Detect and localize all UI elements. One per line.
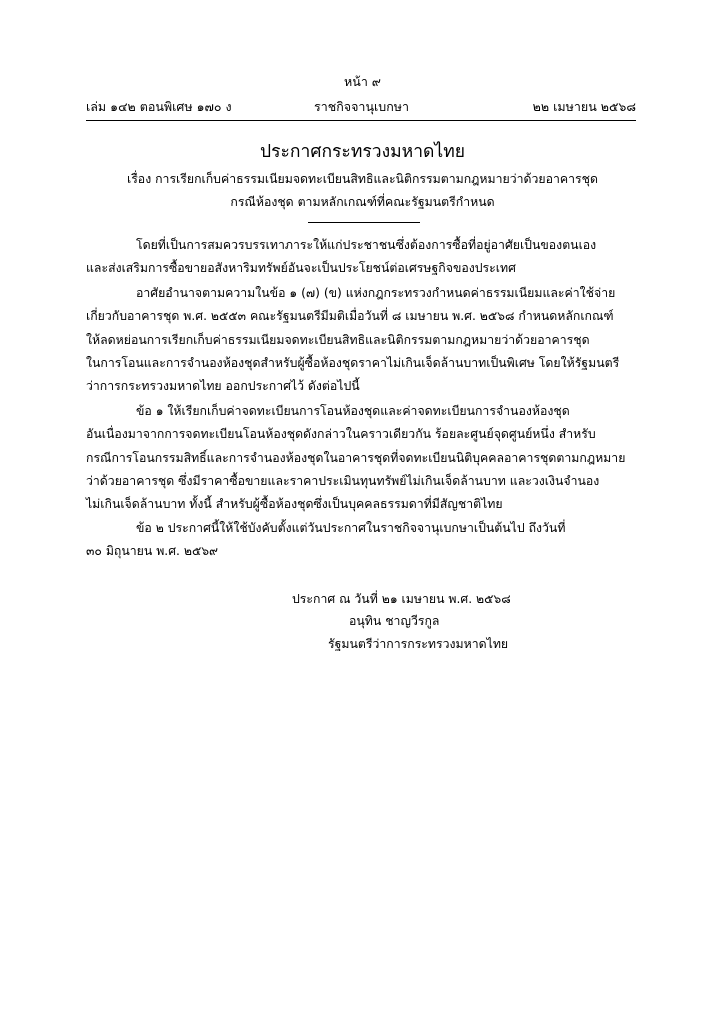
announcement-title: ประกาศกระทรวงมหาดไทย — [260, 142, 465, 162]
gazette-name: ราชกิจจานุเบกษา — [314, 99, 410, 114]
volume-info: เล่ม ๑๔๒ ตอนพิเศษ ๑๗๐ ง — [86, 99, 232, 114]
page-number: หน้า ๙ — [344, 74, 381, 89]
subject-line-1: เรื่อง การเรียกเก็บค่าธรรมเนียมจดทะเบียนสิทธิและนิติกรรมตามกฎหมายว่าด้วยอาคารชุด — [127, 172, 598, 186]
signatory-name: อนุทิน ชาญวีรกูล — [349, 614, 440, 628]
paragraph-2-line-5: ว่าการกระทรวงมหาดไทย ออกประกาศไว้ ดังต่อไปนี้ — [86, 379, 360, 393]
paragraph-3-line-1: ข้อ ๑ ให้เรียกเก็บค่าจดทะเบียนการโอนห้องชุดและค่าจดทะเบียนการจำนองห้องชุด — [136, 404, 570, 418]
title-divider — [308, 222, 420, 223]
signatory-position: รัฐมนตรีว่าการกระทรวงมหาดไทย — [328, 637, 509, 651]
paragraph-2-line-2: เกี่ยวกับอาคารชุด พ.ศ. ๒๕๕๓ คณะรัฐมนตรีมีมติเมื่อวันที่ ๘ เมษายน พ.ศ. ๒๕๖๘ กำหนดหลักเกณฑ์ — [86, 309, 614, 323]
paragraph-3-line-2: อันเนื่องมาจากการจดทะเบียนโอนห้องชุดดังกล่าวในคราวเดียวกัน ร้อยละศูนย์จุดศูนย์หนึ่ง สำหรับ — [86, 427, 596, 441]
paragraph-3-line-3: กรณีการโอนกรรมสิทธิ์และการจำนองห้องชุดในอาคารชุดที่จดทะเบียนนิติบุคคลอาคารชุดตามกฎหมาย — [86, 451, 626, 465]
announcement-date: ประกาศ ณ วันที่ ๒๑ เมษายน พ.ศ. ๒๕๖๘ — [292, 592, 511, 606]
paragraph-2-line-4: ในการโอนและการจำนองห้องชุดสำหรับผู้ซื้อห้องชุดราคาไม่เกินเจ็ดล้านบาทเป็นพิเศษ โดยให้รัฐมนตรี — [86, 356, 620, 370]
gazette-date: ๒๒ เมษายน ๒๕๖๘ — [532, 99, 636, 114]
gazette-header — [86, 97, 636, 117]
paragraph-2-line-3: ให้ลดหย่อนการเรียกเก็บค่าธรรมเนียมจดทะเบียนสิทธิและนิติกรรมตามกฎหมายว่าด้วยอาคารชุด — [86, 333, 590, 347]
paragraph-4-line-2: ๓๐ มิถุนายน พ.ศ. ๒๕๖๙ — [86, 544, 219, 558]
paragraph-1-line-1: โดยที่เป็นการสมควรบรรเทาภาระให้แก่ประชาชนซึ่งต้องการซื้อที่อยู่อาศัยเป็นของตนเอง — [136, 238, 597, 252]
header-divider — [86, 120, 636, 121]
paragraph-3-line-4: ว่าด้วยอาคารชุด ซึ่งมีราคาซื้อขายและราคาประเมินทุนทรัพย์ไม่เกินเจ็ดล้านบาท และวงเงินจำนอง — [86, 474, 600, 488]
paragraph-4-line-1: ข้อ ๒ ประกาศนี้ให้ใช้บังคับตั้งแต่วันประกาศในราชกิจจานุเบกษาเป็นต้นไป ถึงวันที่ — [136, 521, 566, 535]
paragraph-3-line-5: ไม่เกินเจ็ดล้านบาท ทั้งนี้ สำหรับผู้ซื้อห้องชุดซึ่งเป็นบุคคลธรรมดาที่มีสัญชาติไทย — [86, 497, 503, 511]
paragraph-1-line-2: และส่งเสริมการซื้อขายอสังหาริมทรัพย์อันจะเป็นประโยชน์ต่อเศรษฐกิจของประเทศ — [86, 261, 516, 275]
paragraph-2-line-1: อาศัยอำนาจตามความในข้อ ๑ (๗) (ข) แห่งกฎกระทรวงกำหนดค่าธรรมเนียมและค่าใช้จ่าย — [136, 286, 616, 300]
subject-line-2: กรณีห้องชุด ตามหลักเกณฑ์ที่คณะรัฐมนตรีกำหนด — [230, 195, 495, 209]
